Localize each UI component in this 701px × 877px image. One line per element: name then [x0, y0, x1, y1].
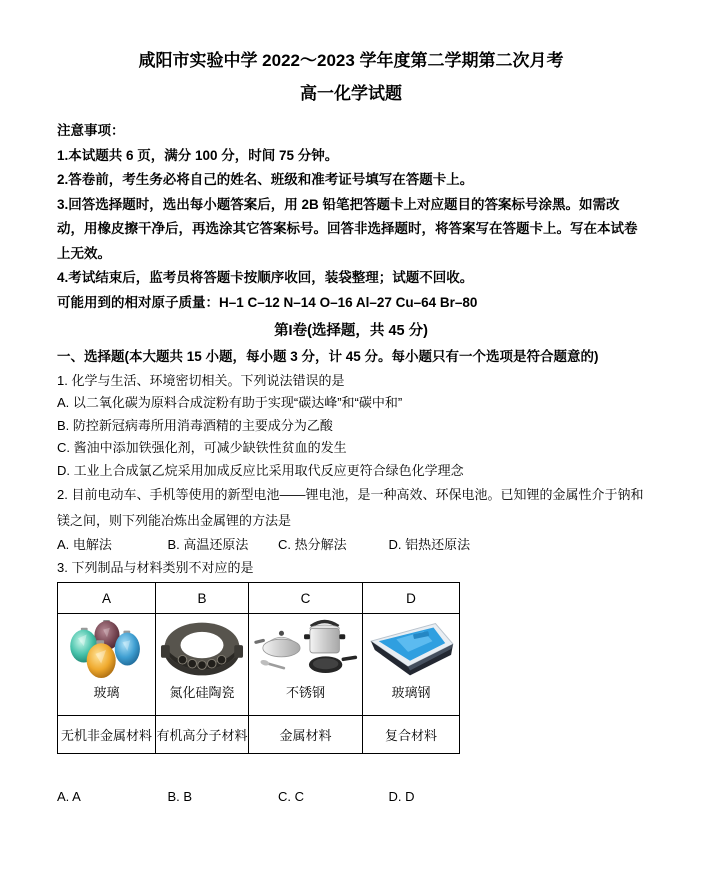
question-3-answer-a: A. A — [57, 789, 81, 805]
question-3-answer-c: C. C — [278, 789, 304, 805]
stainless-steel-cookware-image — [254, 619, 358, 679]
question-1 — [57, 370, 645, 482]
question-3-answer-b: B. B — [167, 789, 193, 805]
notices-heading: 注意事项： — [57, 123, 125, 138]
silicon-nitride-ceramic-bearing-image — [160, 619, 244, 679]
question-1-option-c: C. 酱油中添加铁强化剂，可减少缺铁性贫血的发生 — [57, 440, 347, 456]
material-cell-c: 金属材料 — [249, 716, 363, 754]
image-caption-glass: 玻璃 — [93, 685, 120, 701]
table-cell-steel — [249, 614, 363, 716]
question-2-options — [57, 533, 645, 557]
table-cell-boat — [363, 614, 460, 716]
question-2-option-a: A. 电解法 — [57, 537, 112, 553]
question-3-table — [57, 582, 460, 754]
question-2 — [57, 482, 645, 557]
question-2-option-b: B. 高温还原法 — [167, 537, 249, 553]
question-2-option-c: C. 热分解法 — [278, 537, 347, 553]
atomic-mass-line: 可能用到的相对原子质量：H–1 C–12 N–14 O–16 Al–27 Cu–64 Br–80 — [57, 294, 478, 310]
table-image-row — [58, 614, 460, 716]
table-material-row — [58, 716, 460, 754]
volume-title: 第I卷(选择题，共 45 分) — [274, 323, 428, 339]
table-header-d: D — [363, 583, 460, 614]
table-header-row — [58, 583, 460, 614]
page-title: 咸阳市实验中学 2022～2023 学年度第二学期第二次月考 — [138, 51, 564, 70]
table-header-a: A — [58, 583, 156, 614]
image-caption-boat: 玻璃钢 — [391, 685, 431, 701]
table-header-b: B — [156, 583, 249, 614]
table-cell-ceramic — [156, 614, 249, 716]
material-cell-d: 复合材料 — [363, 716, 460, 754]
notice-item-3: 3.回答选择题时，选出每小题答案后，用 2B 铅笔把答题卡上对应题目的答案标号涂黑。如需改动，用橡皮擦干净后，再选涂其它答案标号。回答非选择题时，将答案写在答题卡上。写在本试卷上无效。 — [57, 196, 638, 261]
question-1-option-a: A. 以二氧化碳为原料合成淀粉有助于实现“碳达峰”和“碳中和” — [57, 395, 403, 411]
glass-ornaments-image — [63, 619, 151, 679]
material-cell-a: 无机非金属材料 — [58, 716, 156, 754]
page-subtitle: 高一化学试题 — [300, 84, 402, 103]
question-3 — [57, 557, 645, 809]
fiberglass-boat-image — [367, 619, 455, 679]
notices-section — [57, 119, 645, 315]
image-caption-ceramic: 氮化硅陶瓷 — [169, 685, 235, 701]
section-intro: 一、选择题(本大题共 15 小题，每小题 3 分，计 45 分。每小题只有一个选项是符合题意的) — [57, 349, 599, 364]
question-3-stem: 3. 下列制品与材料类别不对应的是 — [57, 560, 254, 576]
question-3-answers — [57, 785, 645, 809]
question-2-option-d: D. 铝热还原法 — [388, 537, 471, 553]
question-3-answer-d: D. D — [388, 789, 415, 805]
question-1-option-d: D. 工业上合成氯乙烷采用加成反应比采用取代反应更符合绿色化学理念 — [57, 462, 464, 478]
image-caption-steel: 不锈钢 — [285, 685, 325, 701]
material-cell-b: 有机高分子材料 — [156, 716, 249, 754]
notice-item-2: 2.答卷前，考生务必将自己的姓名、班级和准考证号填写在答题卡上。 — [57, 172, 474, 187]
notice-item-4: 4.考试结束后，监考员将答题卡按顺序收回，装袋整理；试题不回收。 — [57, 270, 474, 285]
question-1-option-b: B. 防控新冠病毒所用消毒酒精的主要成分为乙酸 — [57, 417, 333, 433]
question-1-stem: 1. 化学与生活、环境密切相关。下列说法错误的是 — [57, 373, 345, 388]
notice-item-1: 1.本试题共 6 页，满分 100 分，时间 75 分钟。 — [57, 147, 339, 163]
table-cell-glass — [58, 614, 156, 716]
table-header-c: C — [249, 583, 363, 614]
question-2-stem: 2. 目前电动车、手机等使用的新型电池——锂电池，是一种高效、环保电池。已知锂的金属性介于钠和镁之间，则下列能冶炼出金属锂的方法是 — [57, 487, 644, 528]
